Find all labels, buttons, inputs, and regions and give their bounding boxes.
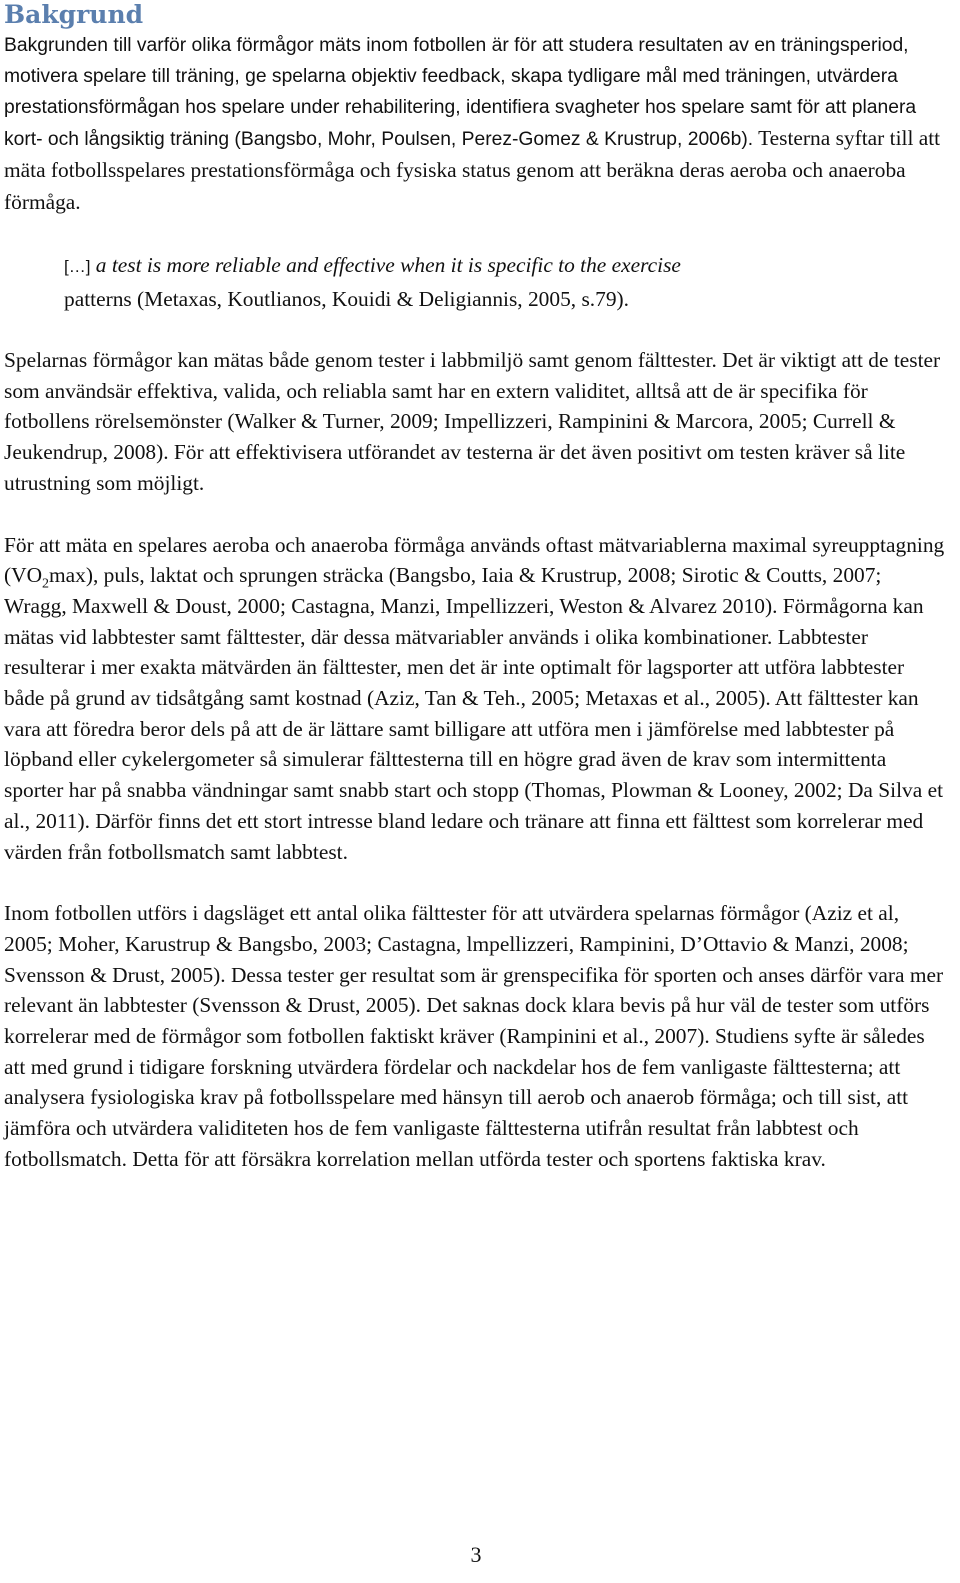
paragraph-spacer <box>4 315 948 345</box>
vo2-subscript: 2 <box>42 576 50 592</box>
paragraph-abilities: Spelarnas förmågor kan mätas både genom tester i labbmiljö samt genom fälttester. Det är viktigt att de tester som användsär effektiva, valida, och reliabla samt har en extern validitet, alltså att de är specifika för fotbollens rörelsemönster (Walker & Turner, 2009; Impellizzeri, Rampinini & Marcora, 2005; Currell & Jeukendrup, 2008). För att effektivisera utförandet av testerna är det även positivt om testen kräver så lite utrustning som möjligt. <box>4 348 941 495</box>
paragraph-background-serif-text: Testerna syftar till att mäta fotbollsspelares prestationsförmåga och fysiska status genom att beräkna deras aeroba och anaeroba förmåga. <box>4 126 941 214</box>
quote-ellipsis-bracket: […] <box>64 257 91 276</box>
paragraph-aerobic-text-start: För att mäta en spelares aeroba och anaeroba förmåga används oftast mätvariablerna maximal syreupptagning (VO <box>4 532 945 588</box>
paragraph-background-sans-text: Bakgrunden till varför olika förmågor mäts inom fotbollen är för att studera resultaten av en träningsperiod, motivera spelare till träning, ge spelarna objektiv feedback, skapa tydligare mål med träningen, utvärdera prestationsförmågan hos spelare under rehabilitering, identifiera svagheter hos spelare samt för att planera kort- och långsiktig träning (Bangsbo, Mohr, Poulsen, Perez-Gomez & Krustrup, 2006b). <box>4 35 917 150</box>
quote-citation: patterns (Metaxas, Koutlianos, Kouidi & Deligiannis, 2005, s.79). <box>64 287 629 311</box>
paragraph-spacer <box>4 867 948 898</box>
paragraph-background <box>4 30 948 219</box>
paragraph-spacer <box>4 219 948 249</box>
paragraph-field-tests: Inom fotbollen utförs i dagsläget ett antal olika fälttester för att utvärdera spelarnas förmågor (Aziz et al, 2005; Moher, Karustrup & Bangsbo, 2003; Castagna, lmpellizzeri, Rampinini, D’Ottavio & Manzi, 2008; Svensson & Drust, 2005). Dessa tester ger resultat som är grenspecifika för sporten och anses därför vara mer relevant än labbtester (Svensson & Drust, 2005). Det saknas dock klara bevis på hur väl de tester som utförs korrelerar med de förmågor som fotbollen faktiskt kräver (Rampinini et al., 2007). Studiens syfte är således att med grund i tidigare forskning utvärdera fördelar och nackdelar hos de fem vanligaste fälttesterna; att analysera fysiologiska krav på fotbollsspelare med hänsyn till aerob och anaerob förmåga; och till sist, att jämföra och utvärdera validiteten hos de fem vanligaste fälttesterna utifrån resultat från labbtest och fotbollsmatch. Detta för att försäkra korrelation mellan utförda tester och sportens faktiska krav. <box>4 901 944 1171</box>
paragraph-aerobic-measure <box>4 530 948 868</box>
block-quote <box>4 249 948 315</box>
quote-italic-text: a test is more reliable and effective when it is specific to the exercise <box>90 253 681 277</box>
document-page <box>4 0 948 1175</box>
paragraph-aerobic-text-end: max), puls, laktat och sprungen sträcka (Bangsbo, Iaia & Krustrup, 2008; Sirotic & Coutts, 2007; Wragg, Maxwell & Doust, 2000; Castagna, Manzi, Impellizzeri, Weston & Alvarez 2010). Förmågorna kan mätas vid labbtester samt fälttester, där dessa mätvariabler används i olika kombinationer. Labbtester resulterar i mer exakta mätvärden än fälttester, men det är inte optimalt för lagsporter att utföra labbtester både på grund av tidsåtgång samt kostnad (Aziz, Tan & Teh., 2005; Metaxas et al., 2005). Att fälttester kan vara att föredra beror dels på att de är lättare samt billigare att utföra men i jämförelse med labbtester på löpband eller cykelergometer så simulerar fälttesterna till en högre grad även de krav som intermittenta sporter har på snabba vändningar samt snabb start och stopp (Thomas, Plowman & Looney, 2002; Da Silva et al., 2011). Därför finns det ett stort intresse bland ledare och tränare att finna ett fälttest som korrelerar med värden från fotbollsmatch samt labbtest. <box>4 563 944 864</box>
page-number: 3 <box>470 1542 482 1567</box>
paragraph-spacer <box>4 499 948 530</box>
section-heading: Bakgrund <box>4 0 144 29</box>
